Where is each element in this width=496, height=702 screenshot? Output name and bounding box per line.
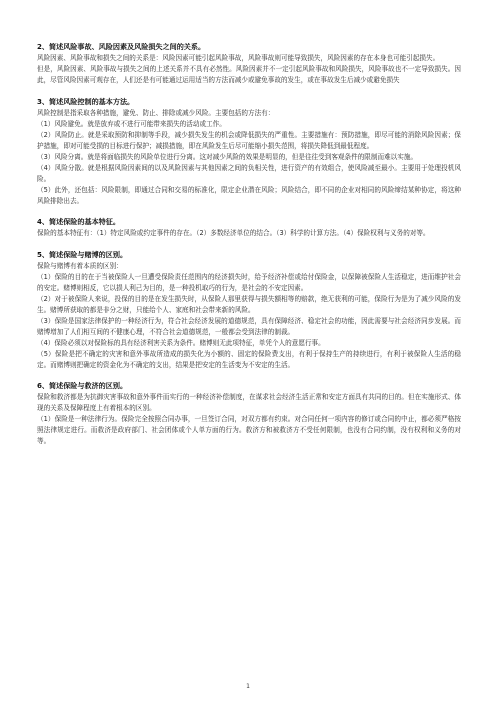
paragraph: （5）此外，还包括：风险限制，即通过合同和交易的标准化，限定企业潜在风险；风险结合，即不同的企业对相同的风险缔结某种协定，将这种风险排除出去。 (37, 185, 461, 205)
paragraph: 保险与赌博有着本质的区别： (37, 261, 123, 270)
paragraph: （3）保险是国家法律保护的一种经济行为，符合社会经济发展的道德规范，具有保障经济、稳定社会的功能，因此需要与社会经济同步发展。而赌博增加了人们相互间的不健康心理，不符合社会道德规范，一般都会受到法律的制裁。 (37, 316, 461, 336)
section-insurance-vs-gambling (37, 249, 461, 371)
section-insurance-vs-relief (37, 380, 461, 447)
paragraph: 保险的基本特征有：（1）特定风险或约定事件的存在。（2）多数经济单位的结合。（3）科学的计算方法。（4）保险权利与义务的对等。 (37, 229, 430, 237)
paragraph: （1）风险避免。就是放弃或不进行可能带来损失的活动或工作。 (37, 119, 226, 128)
section-risk-relations (37, 41, 461, 86)
section-title: 2、简述风险事故、风险因素及风险损失之间的关系。 (37, 42, 206, 51)
paragraph: （3）风险分离。就是将面临损失的风险单位进行分离。这对减少风险的效果是明显的，但是往往受到客观条件的限制而难以实施。 (37, 152, 418, 161)
section-title: 5、简述保险与赌博的区别。 (37, 249, 128, 259)
section-title: 3、简述风险控制的基本方法。 (37, 96, 135, 106)
section-insurance-features (37, 216, 461, 239)
section-gap (37, 86, 461, 96)
document-body (37, 41, 461, 447)
paragraph: （1）保险的目的在于当被保险人一旦遭受保险责任范围内的经济损失时，给予经济补偿或给付保险金，以保障被保险人生活稳定，进而维护社会的安定。赌博则相反，它以损人利己为目的，是一种投机取巧的行为，是社会的不安定因素。 (37, 272, 461, 292)
paragraph: （2）风险防止。就是采取预防和抑制等手段，减少损失发生的机会或降低损失的严重性。主要措施有：预防措施，即尽可能的消除风险因素；保护措施，即对可能受损的目标进行保护；减损措施，即在风险发生后尽可能缩小损失范围，将损失降低到最低程度。 (37, 130, 461, 150)
section-gap (37, 371, 461, 381)
paragraph: （2）对于被保险人来说，投保的目的是在发生损失时，从保险人那里获得与损失额相等的赔款，绝无获利的可能，保险行为是为了减少风险的发生。赌博所获取的都是非分之财，只能给个人、家庭和社会带来新的风险。 (37, 294, 461, 314)
section-gap (37, 239, 461, 249)
paragraph: （5）保险是把不确定的灾害和意外事故所造成的损失化为小额的、固定的保险费支出，有利于保持生产的持续进行，有利于被保险人生活的稳定。而赌博则把确定的资金化为不确定的支出，结果是把安定的生活变为不安定的生活。 (37, 349, 461, 369)
paragraph: （4）风险分散。就是根据风险因素间的以及风险因素与其他因素之间的负相关性，进行资产的有效组合，使风险减至最小。主要用于处理投机风险。 (37, 163, 461, 183)
section-gap (37, 207, 461, 217)
paragraph: 但是，风险因素、风险事故与损失之间的上述关系并不具有必然性。风险因素并不一定引起风险事故和风险损失，风险事故也不一定导致损失。因此，尽管风险因素可观存在，人们还是有可能通过运用适当的方法而减少或避免事故的发生，或在事故发生后减少或避免损失 (37, 65, 461, 84)
paragraph: 风险因素、风险事故和损失之间的关系是：风险因素可能引起风险事故，风险事故则可能导致损失，风险因素的存在本身也可能引起损失。 (37, 54, 440, 62)
paragraph: 风险控制是指采取各种措施，避免、防止、排除或减少风险。主要包括的方法有： (37, 108, 275, 117)
page-number: 1 (246, 683, 250, 690)
section-risk-control (37, 96, 461, 207)
paragraph: （4）保险必须以对保险标的具有经济利害关系为条件。赌博则无此项特征，单凭个人的意愿行事。 (37, 338, 325, 347)
paragraph: （1）保险是一种法律行为。保险完全按照合同办事，一旦签订合同，对双方都有约束。对合同任何一项内容的修订或合同的中止，都必须严格按照法律规定进行。而救济是政府部门、社会团体或个人单方面的行为。救济方和被救济方不受任何限制，也没有合同约制，没有权利和义务的对等。 (37, 415, 461, 445)
section-title: 6、简述保险与救济的区别。 (37, 381, 128, 390)
section-title: 4、简述保险的基本特征。 (37, 217, 120, 226)
paragraph: 保险和救济都是为抗御灾害事故和意外事件而实行的一种经济补偿制度，在谋求社会经济生活正常和安定方面具有共同的目的。但在实施形式、体现的关系及保障程度上有着根本的区别。 (37, 393, 461, 412)
